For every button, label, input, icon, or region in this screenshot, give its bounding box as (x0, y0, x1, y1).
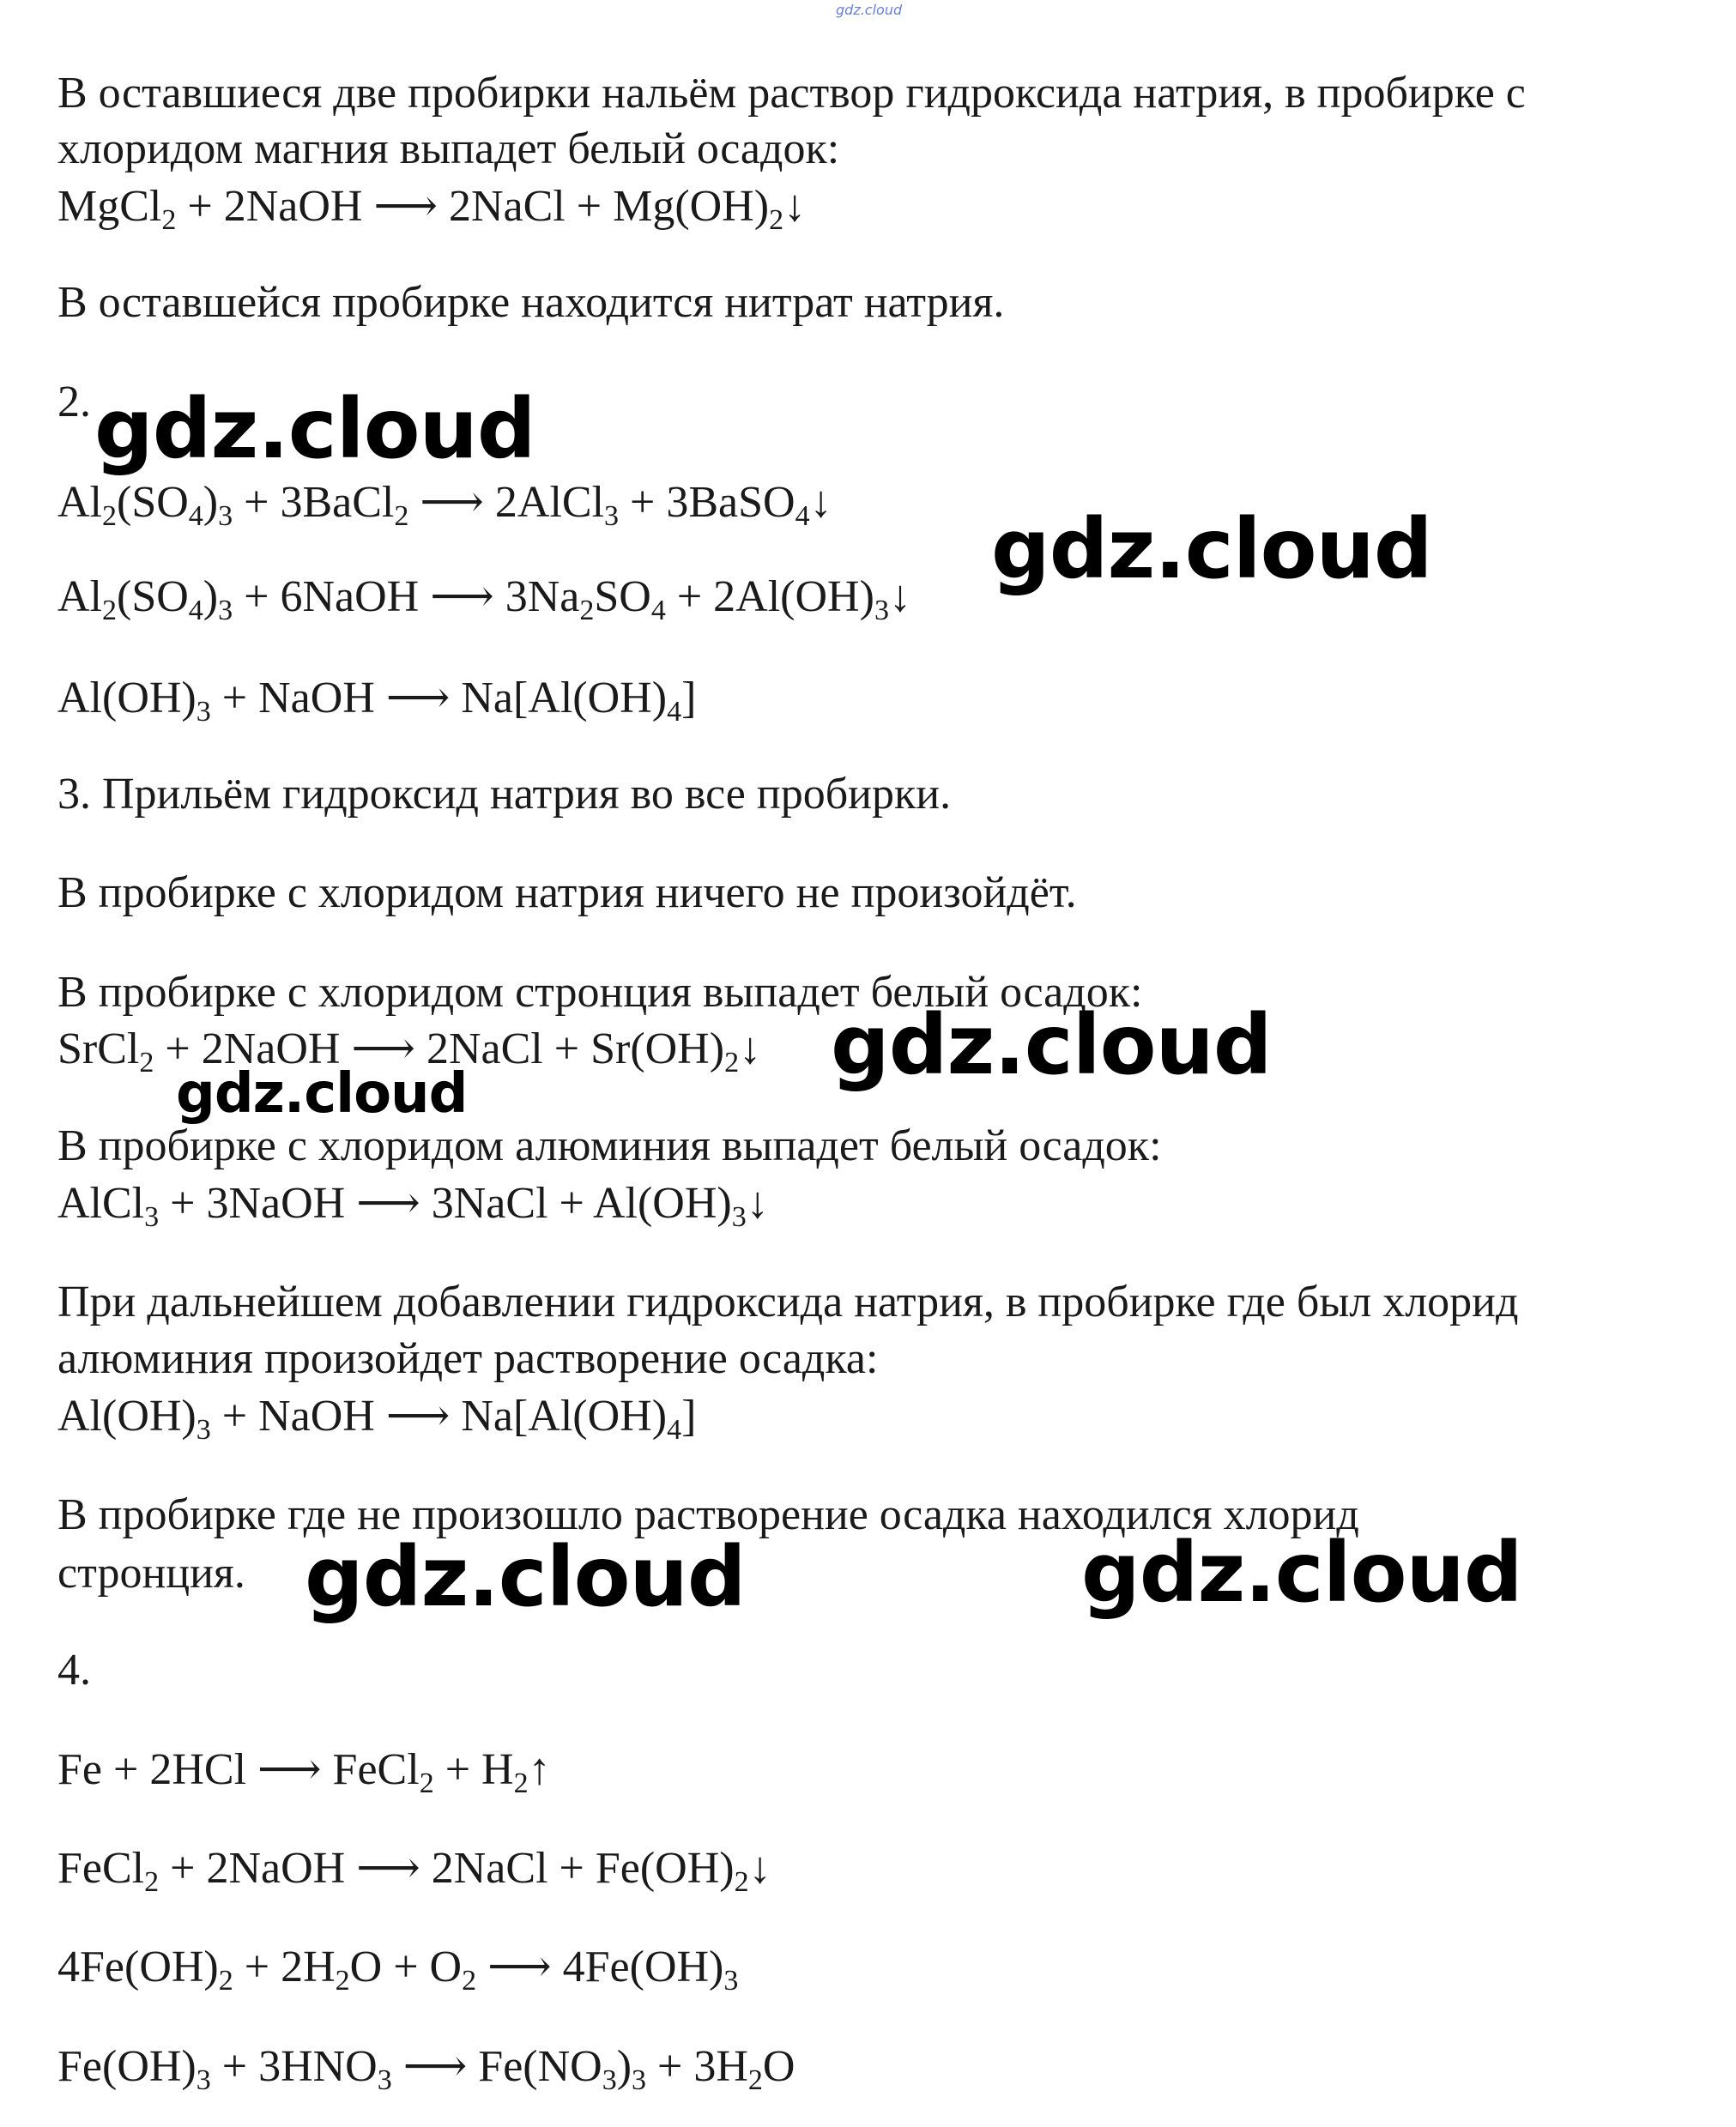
paragraph-alcl3-precipitate: В пробирке с хлоридом алюминия выпадет белый осадок: (57, 1121, 1162, 1170)
paragraph-naoh-two-tubes-line2: хлоридом магния выпадет белый осадок: (57, 124, 840, 173)
subscript: 4 (650, 595, 666, 626)
subscript: 3 (196, 696, 211, 728)
subscript: 3 (377, 2064, 392, 2096)
subscript: 3 (723, 1965, 739, 1997)
paragraph-further-naoh-line2: алюминия произойдет растворение осадка: (57, 1334, 879, 1383)
watermark-gdz-1: gdz.cloud (94, 381, 535, 477)
subscript: 2 (419, 1767, 434, 1799)
subscript: 2 (335, 1965, 350, 1997)
watermark-gdz-6: gdz.cloud (1081, 1525, 1522, 1621)
subscript: 3 (196, 2064, 211, 2096)
subscript: 2 (161, 204, 177, 236)
subscript: 3 (218, 595, 233, 626)
equation-fecl2-naoh: FeCl$_2$ + 2NaOH ⟶ 2NaCl + $Fe(OH)_2↓$ (57, 1844, 771, 1898)
subscript: 3 (632, 2064, 647, 2096)
equation-al2so43-naoh: $Al_2(SO_4)_3$ + 6NaOH ⟶ $3Na_2SO_4$ + $2Al(OH)_3↓$ (57, 572, 911, 626)
paragraph-strontium-line1: В пробирке где не произошло растворение осадка находился хлорид (57, 1490, 1359, 1539)
subscript: 2 (579, 595, 595, 626)
equation-al2so43-bacl2: $Al_2(SO_4)_3$ + 3BaCl$_2$ ⟶ 2AlCl$_3$ + 3BaSO$_4$↓ (57, 478, 832, 532)
equation-fe-hcl: Fe + 2HCl ⟶ FeCl$_2$ + $H_2↑$ (57, 1745, 551, 1799)
subscript: 2 (724, 1047, 740, 1079)
subscript: 3 (731, 1201, 747, 1233)
subscript: 3 (218, 500, 233, 532)
subscript: 3 (196, 1414, 211, 1446)
equation-srcl2-naoh: SrCl$_2$ + 2NaOH ⟶ 2NaCl + $Sr(OH)_2↓$ (57, 1024, 762, 1079)
subscript: 2 (513, 1767, 529, 1799)
subscript: 2 (394, 500, 409, 532)
subscript: 3 (602, 2064, 617, 2096)
subscript: 2 (734, 1866, 749, 1898)
subscript: 2 (462, 1965, 477, 1997)
equation-alcl3-naoh: AlCl$_3$ + 3NaOH ⟶ 3NaCl + $Al(OH)_3↓$ (57, 1179, 769, 1233)
section-number-4: 4. (57, 1646, 91, 1695)
subscript: 3 (144, 1201, 160, 1233)
watermark-gdz-4: gdz.cloud (176, 1062, 468, 1126)
equation-aloh3-naoh-2: $Al(OH)_3$ + NaOH ⟶ $Na[Al(OH)_4]$ (57, 1392, 697, 1446)
subscript: 2 (102, 595, 117, 626)
watermark-gdz-2: gdz.cloud (991, 501, 1432, 597)
subscript: 4 (667, 696, 682, 728)
watermark-gdz-5: gdz.cloud (305, 1529, 746, 1625)
paragraph-sodium-nitrate: В оставшейся пробирке находится нитрат натрия. (57, 278, 1005, 327)
subscript: 2 (102, 500, 117, 532)
equation-feoh2-oxidation: $4Fe(OH)_2 + 2H_2O + O_2$ ⟶ $4Fe(OH)_3$ (57, 1943, 739, 1997)
watermark-gdz-3: gdz.cloud (831, 997, 1272, 1093)
paragraph-strontium-line2: стронция. (57, 1549, 245, 1598)
paragraph-further-naoh-line1: При дальнейшем добавлении гидроксида натрия, в пробирке где был хлорид (57, 1278, 1519, 1326)
subscript: 2 (144, 1866, 160, 1898)
subscript: 4 (667, 1414, 682, 1446)
paragraph-nacl-nothing: В пробирке с хлоридом натрия ничего не произойдёт. (57, 868, 1077, 917)
equation-mgcl2-naoh: MgCl$_2$ + 2NaOH ⟶ 2NaCl + $Mg(OH)_2↓$ (57, 182, 807, 236)
subscript: 3 (874, 595, 889, 626)
subscript: 4 (795, 500, 810, 532)
paragraph-naoh-two-tubes-line1: В оставшиеся две пробирки нальём раствор гидроксида натрия, в пробирке с (57, 69, 1526, 118)
subscript: 2 (769, 204, 784, 236)
top-watermark: gdz.cloud (836, 2, 903, 18)
subscript: 4 (188, 500, 203, 532)
subscript: 3 (604, 500, 620, 532)
section-number-2: 2. (57, 378, 91, 426)
paragraph-add-naoh-all: 3. Прильём гидроксид натрия во все пробирки. (57, 770, 952, 819)
subscript: 2 (218, 1965, 233, 1997)
subscript: 4 (188, 595, 203, 626)
subscript: 2 (747, 2064, 763, 2096)
equation-feoh3-hno3: $Fe(OH)_3 + 3HNO_3$ ⟶ $Fe(NO_3)_3 + 3H_2O$ (57, 2042, 795, 2096)
subscript: 2 (139, 1047, 154, 1079)
paragraph-srcl2-precipitate: В пробирке с хлоридом стронция выпадет белый осадок: (57, 968, 1143, 1017)
equation-aloh3-naoh: $Al(OH)_3$ + NaOH ⟶ $Na[Al(OH)_4]$ (57, 674, 697, 728)
